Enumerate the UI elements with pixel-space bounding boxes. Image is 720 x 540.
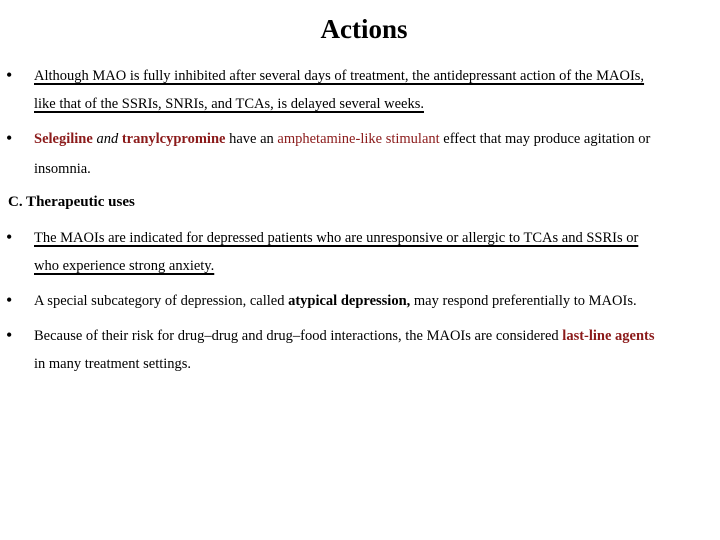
highlight-text: amphetamine-like stimulant [277,131,440,147]
text-fragment: have an [229,131,274,147]
text-line [34,328,655,345]
text-line: like that of the SSRIs, SNRIs, and TCAs, is delayed several weeks. [34,96,424,112]
bullet-icon: • [6,325,13,345]
slide-title: Actions [320,14,408,44]
text-line [34,131,650,148]
bullet-icon: • [6,65,13,85]
text-fragment: effect that may produce agitation or [443,131,651,147]
text-fragment: may respond preferentially to MAOIs. [413,293,637,309]
text-line [34,293,637,310]
text-line: The MAOIs are indicated for depressed patients who are unresponsive or allergic to TCAs and SSRIs or [34,230,639,246]
text-fragment: Because of their risk for drug–drug and drug–food interactions, the MAOIs are considered [34,328,559,344]
conjunction: and [96,131,119,147]
bullet-icon: • [6,290,13,310]
bullet-icon: • [6,128,13,148]
text-line: Although MAO is fully inhibited after several days of treatment, the antidepressant action of the MAOIs, [34,68,645,84]
bold-term: atypical depression, [288,293,411,309]
bullet-icon: • [6,227,13,247]
drug-name: Selegiline [34,131,93,147]
section-heading: C. Therapeutic uses [8,194,135,210]
text-fragment: A special subcategory of depression, called [34,293,285,309]
highlight-text: last-line agents [562,328,655,344]
text-line: in many treatment settings. [34,356,192,372]
drug-name: tranylcypromine [121,131,226,147]
text-line: who experience strong anxiety. [34,258,215,274]
text-line: insomnia. [34,161,91,177]
